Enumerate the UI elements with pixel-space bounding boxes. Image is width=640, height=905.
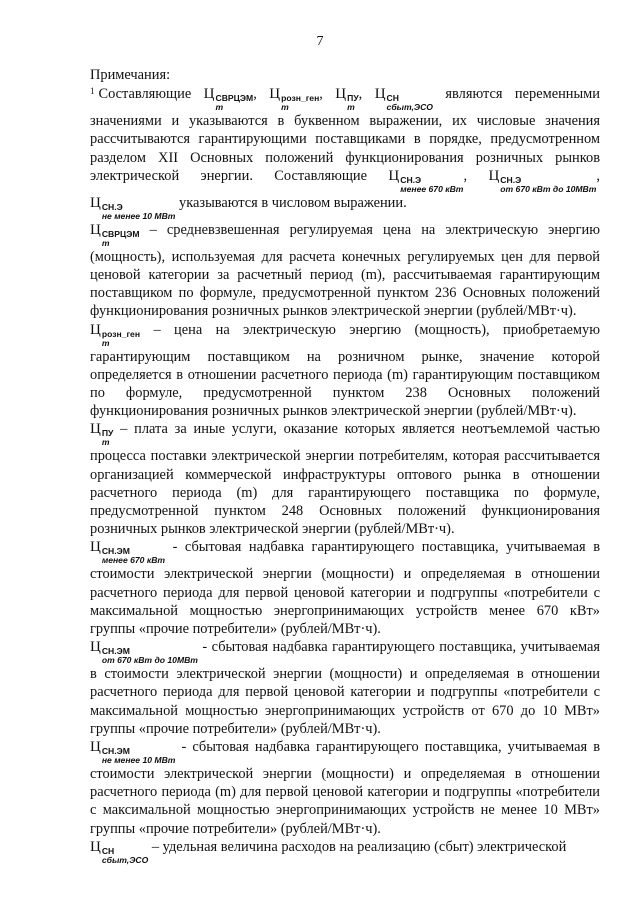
definition-entry <box>90 538 600 638</box>
definition-symbol: Ц СН сбыт,ЭСО <box>90 838 149 865</box>
definition-entry <box>90 321 600 421</box>
definition-entry <box>90 838 600 865</box>
definition-text: – цена на электрическую энергию (мощность), приобретаемую гарантирующим поставщиком на розничном рынке, значение которой определяется в отношении расчетного периода (m) гарантирующим поставщиком по формуле, предусмотренной пунктом 238 Основных положений функционирования розничных рынков электрической энергии (рублей/МВт·ч). <box>90 321 600 420</box>
definition-entry <box>90 738 600 838</box>
intro-text-2: указываются в числовом выражении. <box>179 194 407 211</box>
symbol-svrcem: Ц СВРЦЭМ m <box>203 86 254 113</box>
notes-section <box>90 66 600 865</box>
page-number: 7 <box>316 34 324 49</box>
definition-symbol: Ц СН.ЭМ не менее 10 МВт <box>90 739 176 766</box>
definition-symbol: Ц ПУ m <box>90 421 114 448</box>
symbol-sne-10-plus: Ц СН.Э не менее 10 МВт <box>90 194 176 221</box>
definition-text: - сбытовая надбавка гарантирующего поставщика, учитываемая в стоимости электрической энергии (мощности) и определяемая в отношении расчетного периода для первой ценовой категории и подгруппы «потребители с максимальной мощностью энергопринимающих устройств от 670 до 10 МВт» группы «прочие потребители» (рублей/МВт·ч). <box>90 639 600 737</box>
definition-text: – средневзвешенная регулируемая цена на электрическую энергию (мощность), используемая для расчета конечных регулируемых цен для первой ценовой категории за расчетный период (m), рассчитываемая гарантирующим поставщиком по формуле, предусмотренной пунктом 236 Основных положений функционирования розничных рынков электрической энергии (рублей/МВт·ч). <box>90 221 600 320</box>
symbol-sne-670-10: Ц СН.Э от 670 кВт до 10МВт <box>488 167 597 194</box>
symbol-pu: Ц ПУ m <box>335 86 359 113</box>
symbol-sbyt-eso: Ц СН сбыт,ЭСО <box>374 86 433 113</box>
definition-text: – удельная величина расходов на реализацию (сбыт) электрической <box>151 838 567 855</box>
definition-symbol: Ц СН.ЭМ от 670 кВт до 10МВт <box>90 639 198 666</box>
intro-lead: Составляющие <box>98 86 192 103</box>
intro-text-1: являются переменными значениями и указываются в буквенном выражении, их числовые значения рассчитываются гарантирующими поставщиками в порядке, предусмотренном разделом XII Основных положений функционирования розничных рынков электрической энергии. Составляющие <box>90 86 600 184</box>
definition-entry <box>90 420 600 538</box>
definition-text: - сбытовая надбавка гарантирующего поставщика, учитываемая в стоимости электрической энергии (мощности) и определяемая в отношении расчетного периода (m) для первой ценовой категории и подгруппы «потребители с максимальной мощностью энергопринимающих устройств не менее 10 МВт» группы «прочие потребители» (рублей/МВт·ч). <box>90 739 600 837</box>
definition-text: – плата за иные услуги, оказание которых является неотъемлемой частью процесса поставки электрической энергии потребителям, которая рассчитывается организацией коммерческой инфраструктуры оптового рынка в отношении расчетного периода (m) для гарантирующего поставщика по формуле, предусмотренной пунктом 248 Основных положений функционирования розничных рынков электрической энергии (рублей/МВт·ч). <box>90 421 600 538</box>
definition-entry <box>90 638 600 738</box>
definition-symbol: Ц розн_ген m <box>90 321 141 348</box>
definition-entry <box>90 221 600 321</box>
symbol-sne-less-670: Ц СН.Э менее 670 кВт <box>388 167 464 194</box>
symbol-rozn-gen: Ц розн_ген m <box>269 86 320 113</box>
definition-symbol: Ц СВРЦЭМ m <box>90 221 140 248</box>
footnote-mark: 1 <box>90 85 95 96</box>
notes-heading: Примечания: <box>90 67 171 83</box>
intro-paragraph: $^1$ Составляющие Ц СВРЦЭМ m , Ц розн_ген m , Ц ПУ m , Ц СН сбыт,ЭСО являются переменными значениями и указываются в буквенном выражении, их числовые значения рассчитываются гарантирующими поставщиками в порядке, предусмотренном разделом XII Основных положений функционирования розничных рынков электрической энергии. Составляющие Ц СН.Э менее 670 кВт , Ц СН.Э от 670 кВт до 10МВт , Ц СН.Э не менее 10 МВт указываются в числовом выражении. <box>90 85 600 221</box>
definition-symbol: Ц СН.ЭМ менее 670 кВт <box>90 539 166 566</box>
definition-text: - сбытовая надбавка гарантирующего поставщика, учитываемая в стоимости электрической энергии (мощности) и определяемая в отношении расчетного периода для первой ценовой категории и подгруппы «потребители с максимальной мощностью энергопринимающих устройств менее 670 кВт» группы «прочие потребители» (рублей/МВт·ч). <box>90 539 600 638</box>
